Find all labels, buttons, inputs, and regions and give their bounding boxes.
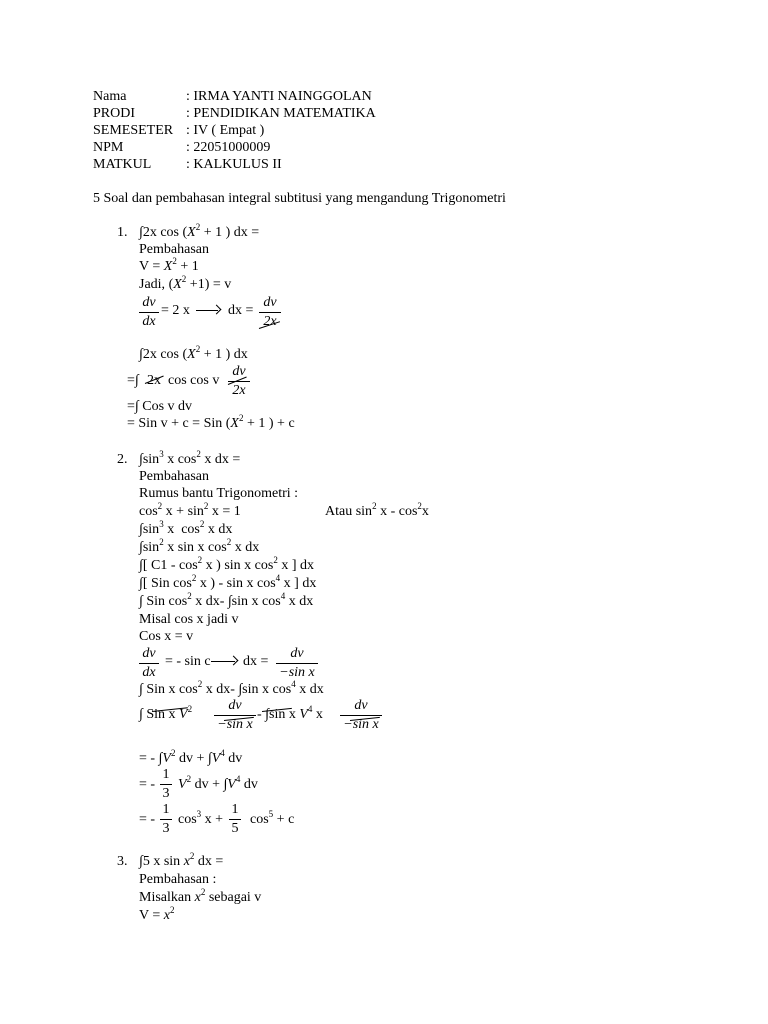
matkul-value: : KALKULUS II	[186, 157, 282, 172]
soal1-step-dv-2x-fraction: dv 2x	[228, 365, 250, 398]
matkul-label: MATKUL	[93, 157, 152, 172]
soal2-step7-part1: ∫ Sin x $V^2$	[139, 704, 193, 722]
soal1-eq-2x: = 2 x	[161, 303, 190, 318]
soal2-one-fifth-fraction: 1 5	[229, 803, 241, 836]
soal1-cos-v-dv: =∫ Cos v dv	[127, 399, 193, 414]
soal2-dx-eq: dx =	[243, 654, 269, 669]
soal2-number: 2.	[117, 452, 128, 467]
soal3-number: 3.	[117, 854, 128, 869]
soal1-integral-restated: ∫2x $\cos (X^2 + 1$ ) dx	[139, 344, 248, 362]
soal1-step-cos-cos-v: cos cos v	[168, 373, 220, 388]
soal1-substitution: $V = X^2 + 1$	[139, 256, 199, 274]
soal3-pembahasan: Pembahasan :	[139, 872, 217, 887]
soal2-step7-fraction-b: dv −sin x	[340, 699, 382, 732]
soal2-question: $\int\sin^3$ x $\cos^2 x$ dx =	[139, 449, 241, 467]
soal2-neg-sin: = - sin c	[165, 654, 211, 669]
soal2-step6: ∫ Sin x $\cos^2 x$ dx- ∫sin x $\cos^4 x$ dx	[139, 679, 324, 697]
soal1-pembahasan: Pembahasan	[139, 242, 209, 257]
soal2-step3: ∫[ $C1 - \cos^2 x$ ) sin x $\cos^2 x$ ] dx	[139, 555, 315, 573]
soal2-misal: Misal cos x jadi v	[139, 612, 239, 627]
soal2-identity: $\cos^2 x + \sin^2 x = 1$	[139, 501, 241, 519]
nama-label: Nama	[93, 89, 127, 104]
soal1-dx-eq: dx =	[228, 303, 254, 318]
soal3-v-eq: $V = x^2$	[139, 905, 175, 923]
soal2-cos-eq-v: Cos x = v	[139, 629, 194, 644]
soal3-misalkan: Misalkan $x^2$ sebagai v	[139, 887, 262, 905]
intro-heading: 5 Soal dan pembahasan integral subtitusi yang mengandung Trigonometri	[93, 191, 506, 206]
soal1-step-eq-integral: =∫	[127, 373, 139, 388]
soal2-step4: ∫[ Sin $\cos^2 x$ ) - sin x $\cos^4 x$ ] dx	[139, 573, 317, 591]
soal2-rumus: Rumus bantu Trigonometri :	[139, 486, 299, 501]
semester-label: SEMESETER	[93, 123, 174, 138]
prodi-value: : PENDIDIKAN MATEMATIKA	[186, 106, 376, 121]
npm-value: : 22051000009	[186, 140, 271, 155]
soal2-pembahasan: Pembahasan	[139, 469, 209, 484]
soal2-result2-tail: $V^2$ dv + $\int V^4$ dv	[178, 774, 258, 792]
soal3-question: ∫5 x $\sin x^2$ dx =	[139, 851, 224, 869]
soal1-jadi: Jadi, $(X^2 +1) = v$	[139, 274, 232, 292]
implies-arrow-icon	[196, 310, 218, 311]
soal1-number: 1.	[117, 225, 128, 240]
soal2-result3-cos5: $\cos^5 + c$	[250, 809, 295, 827]
implies-arrow-icon	[211, 661, 235, 662]
soal2-result3-cos3: $\cos^3 x$ +	[178, 809, 224, 827]
soal1-result: = Sin v + c = Sin ($X^2 + 1$ ) + c	[127, 413, 295, 431]
soal2-atau: Atau $\sin^2 x - \cos^2x$	[325, 501, 429, 519]
soal2-result3-one-third-fraction: 1 3	[160, 803, 172, 836]
soal1-dv-2x-fraction: dv 2x	[259, 296, 281, 329]
soal2-step7-fraction-a: dv −sin x	[214, 699, 256, 732]
soal1-dv-dx-fraction: dv dx	[139, 296, 159, 329]
nama-value: : IRMA YANTI NAINGGOLAN	[186, 89, 372, 104]
soal1-step-2x-struck: 2x	[147, 373, 161, 388]
soal2-step2: $\int\sin^2$ x sin x $\cos^2 x$ dx	[139, 537, 260, 555]
soal2-step5: ∫ Sin $\cos^2 x$ dx- ∫sin x $\cos^4 x$ dx	[139, 591, 314, 609]
semester-value: : IV ( Empat )	[186, 123, 265, 138]
soal2-one-third-fraction: 1 3	[160, 768, 172, 801]
soal1-question: ∫2x $\cos (X^2 + 1$ ) dx =	[139, 222, 260, 240]
soal2-step1: $\int\sin^3$ x $\cos^2 x$ dx	[139, 519, 233, 537]
soal2-result2-lead: = -	[139, 777, 156, 792]
npm-label: NPM	[93, 140, 124, 155]
soal2-result1: = - $\int V^2$ dv + $\int V^4$ dv	[139, 748, 243, 766]
soal2-dv-neg-sinx-fraction: dv −sin x	[276, 647, 318, 680]
prodi-label: PRODI	[93, 106, 136, 121]
soal2-result3-lead: = -	[139, 812, 156, 827]
soal2-step7-part2: - ∫sin x $V^4$ x	[257, 704, 323, 722]
soal2-dv-dx-fraction: dv dx	[139, 647, 159, 680]
